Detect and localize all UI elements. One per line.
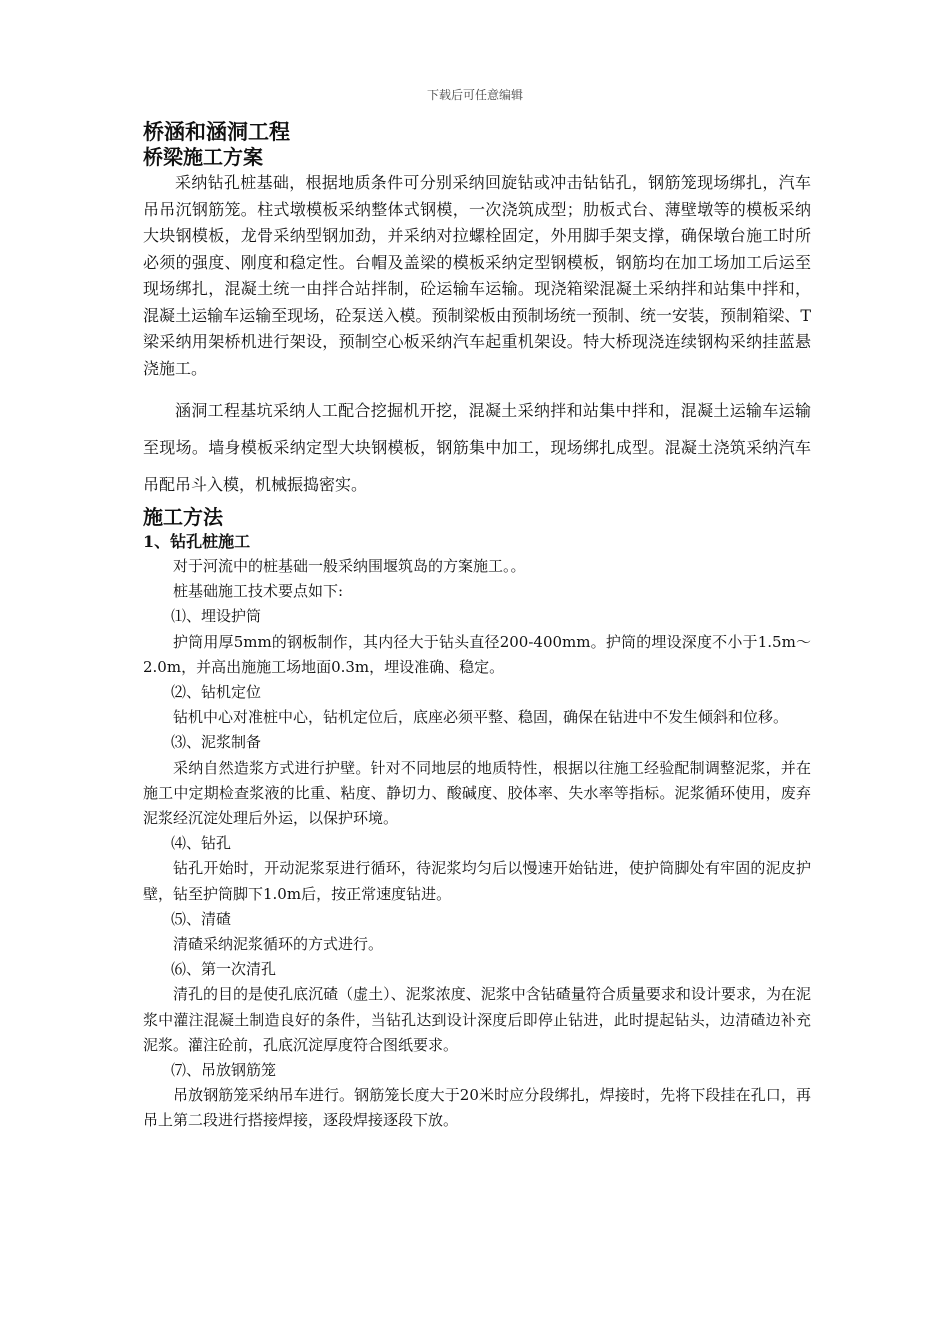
sub-heading-bored-pile: 1、钻孔桩施工: [143, 532, 251, 551]
step-text: 护筒用厚5mm的钢板制作，其内径大于钻头直径200-400mm。护筒的埋设深度不小于1.5m～2.0m，并高出施施工场地面0.3m，埋设准确、稳定。: [143, 632, 811, 676]
step-label: ⑸、清碴: [171, 909, 232, 928]
paragraph-culvert-plan: 涵洞工程基坑采纳人工配合挖掘机开挖，混凝土采纳拌和站集中拌和，混凝土运输车运输至现场。墙身模板采纳定型大块钢模板，钢筋集中加工，现场绑扎成型。混凝土浇筑采纳汽车吊配吊斗入模，机械振捣密实。: [143, 401, 811, 494]
step-label: ⑴、埋设护筒: [171, 607, 262, 626]
paragraph-bridge-plan: 采纳钻孔桩基础，根据地质条件可分别采纳回旋钻或冲击钻钻孔，钢筋笼现场绑扎，汽车吊吊沉钢筋笼。柱式墩模板采纳整体式钢模，一次浇筑成型；肋板式台、薄壁墩等的模板采纳大块钢模板，龙骨采纳型钢加劲，并采纳对拉螺栓固定，外用脚手架支撑，确保墩台施工时所必须的强度、刚度和稳定性。台帽及盖梁的模板采纳定型钢模板，钢筋均在加工场加工后运至现场绑扎，混凝土统一由拌合站拌制，砼运输车运输。现浇箱梁混凝土采纳拌和站集中拌和，混凝土运输车运输至现场，砼泵送入模。预制梁板由预制场统一预制、统一安装，预制箱梁、T梁采纳用架桥机进行架设，预制空心板采纳汽车起重机架设。特大桥现浇连续钢构采纳挂蓝悬浇施工。: [143, 173, 811, 378]
page-header-note: 下载后可任意编辑: [426, 88, 523, 102]
document-title: 桥涵和涵洞工程: [143, 119, 290, 144]
step-label: ⑷、钻孔: [171, 834, 232, 853]
step-text: 钻孔开始时，开动泥浆泵进行循环，待泥浆均匀后以慢速开始钻进，使护筒脚处有牢固的泥皮护壁，钻至护筒脚下1.0m后，按正常速度钻进。: [143, 859, 811, 903]
spacer: [143, 382, 811, 392]
step-label: ⑵、钻机定位: [171, 683, 262, 702]
paragraph-intro-2: 桩基础施工技术要点如下:: [173, 582, 344, 601]
document-body: [143, 118, 811, 1134]
step-label: ⑹、第一次清孔: [171, 960, 277, 979]
step-text: 采纳自然造浆方式进行护壁。针对不同地层的地质特性，根据以往施工经验配制调整泥浆，并在施工中定期检查浆液的比重、粘度、静切力、酸碱度、胶体率、失水率等指标。泥浆循环使用，废弃泥浆经沉淀处理后外运，以保护环境。: [143, 758, 811, 828]
step-text: 清孔的目的是使孔底沉碴（虚土）、泥浆浓度、泥浆中含钻碴量符合质量要求和设计要求，为在泥浆中灌注混凝土制造良好的条件，当钻孔达到设计深度后即停止钻进，此时提起钻头，边清碴边补充泥浆。灌注砼前，孔底沉淀厚度符合图纸要求。: [143, 985, 811, 1054]
step-label: ⑶、泥浆制备: [171, 733, 262, 752]
paragraph-intro-1: 对于河流中的桩基础一般采纳围堰筑岛的方案施工。。: [173, 557, 526, 575]
step-text: 钻机中心对准桩中心，钻机定位后，底座必须平整、稳固，确保在钻进中不发生倾斜和位移。: [173, 708, 789, 727]
step-text: 吊放钢筋笼采纳吊车进行。钢筋笼长度大于20米时应分段绑扎，焊接时，先将下段挂在孔口，再吊上第二段进行搭接焊接，逐段焊接逐段下放。: [143, 1086, 811, 1130]
section-heading-methods: 施工方法: [143, 505, 223, 529]
step-label: ⑺、吊放钢筋笼: [171, 1061, 277, 1080]
step-text: 清碴采纳泥浆循环的方式进行。: [173, 935, 384, 954]
section-heading-bridge-plan: 桥梁施工方案: [143, 145, 263, 169]
